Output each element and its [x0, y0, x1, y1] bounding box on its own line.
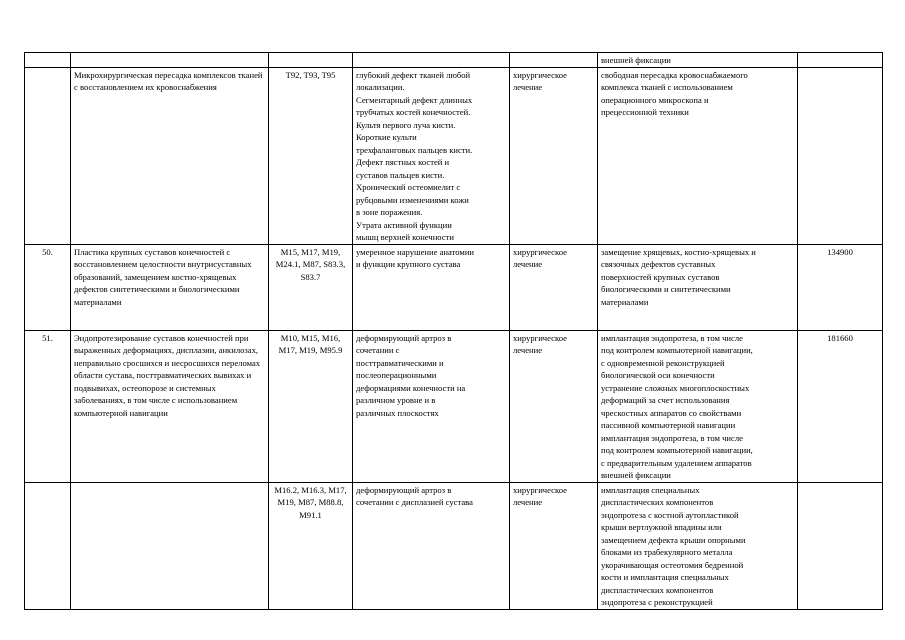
cost-cell [798, 67, 883, 244]
icd-codes-cell: M16.2, M16.3, M17, M19, M87, M88.8, M91.1 [269, 482, 353, 609]
cell-line: Культя первого луча кисти. [356, 119, 456, 130]
table-row [25, 244, 883, 330]
treatment-type-cell: хирургическое лечение [510, 330, 598, 482]
treatment-method-cell [598, 53, 798, 68]
cell-line: эндопротеза с реконструкцией [601, 597, 713, 607]
icd-codes-cell: M10, M15, M16, M17, M19, M95.9 [269, 330, 353, 482]
procedure-name-cell [71, 482, 269, 609]
cell-line: суставов пальцев кисти. [356, 169, 445, 180]
patient-model-cell [353, 482, 510, 609]
table-row [25, 53, 883, 68]
cell-line: свободная пересадка кровоснабжаемого [601, 69, 748, 80]
treatment-type-cell: хирургическое лечение [510, 482, 598, 609]
cell-line: Дефект пястных костей и [356, 157, 450, 167]
procedure-name-cell: Эндопротезирование суставов конечностей при выраженных деформациях, дисплазии, анкилозах, неправильно сросшихся и несросшихся переломах области сустава, посттравматических вывихах и подвывихах, остеопорозе и системных заболеваниях, в том числе с использованием компьютерной навигации [71, 330, 269, 482]
procedure-name-cell: Микрохирургическая пересадка комплексов тканей с восстановлением их кровоснабжения [71, 67, 269, 244]
procedure-name-cell: Пластика крупных суставов конечностей с восстановлением целостности внутрисуставных образований, замещением костно-хрящевых дефектов синтетическими и биологическими материалами [71, 244, 269, 330]
patient-model-cell [353, 67, 510, 244]
treatment-method-cell [598, 244, 798, 330]
cell-line: эндопротеза с костной аутопластикой [601, 509, 739, 520]
cell-line: Утрата активной функции [356, 219, 452, 230]
row-number-cell: 50. [25, 244, 71, 330]
cell-line: блоками из трабекулярного металла [601, 547, 733, 557]
cell-line: операционного микроскопа и [601, 94, 709, 105]
row-number-cell [25, 67, 71, 244]
cell-line: замещение хрящевых, костно-хрящевых и [601, 246, 756, 257]
cell-line: умеренное нарушение анатомии [356, 246, 475, 257]
cell-line: материалами [601, 296, 649, 307]
cell-line: локализации. [356, 82, 405, 92]
cell-line: деформирующий артроз в [356, 484, 452, 495]
treatment-method-cell [598, 482, 798, 609]
icd-codes-cell [269, 53, 353, 68]
cell-line: имплантация эндопротеза, в том числе [601, 332, 743, 343]
patient-model-cell [353, 53, 510, 68]
cell-line: комплекса тканей с использованием [601, 82, 733, 92]
table-row [25, 482, 883, 609]
icd-codes-cell: T92, T93, T95 [269, 67, 353, 244]
cell-line: поверхностей крупных суставов [601, 271, 720, 282]
cell-line: пассивной компьютерной навигации [601, 420, 736, 430]
patient-model-cell [353, 330, 510, 482]
cell-line: и функции крупного сустава [356, 259, 461, 269]
cell-line: различном уровне и в [356, 395, 436, 405]
cell-line: мышц верхней конечности [356, 232, 454, 242]
table-row [25, 330, 883, 482]
cell-line: диспластических компонентов [601, 497, 714, 507]
treatment-type-cell: хирургическое лечение [510, 67, 598, 244]
row-number-cell [25, 482, 71, 609]
cell-line: сочетании с дисплазией сустава [356, 497, 473, 507]
cell-line: укорачивающая остеотомия бедренной [601, 559, 744, 570]
cell-line: различных плоскостях [356, 407, 439, 418]
cell-line: с одновременной реконструкцией [601, 357, 725, 368]
cell-line: связочных дефектов суставных [601, 259, 716, 269]
cell-line: глубокий дефект тканей любой [356, 69, 471, 80]
cost-cell: 181660 [798, 330, 883, 482]
cell-line: деформаций за счет использования [601, 395, 730, 405]
cell-line: деформациями конечности на [356, 382, 466, 393]
cell-line: деформирующий артроз в [356, 332, 452, 343]
cost-cell [798, 53, 883, 68]
icd-codes-cell: M15, M17, M19, M24.1, M87, S83.3, S83.7 [269, 244, 353, 330]
treatment-type-cell: хирургическое лечение [510, 244, 598, 330]
cell-line: под контролем компьютерной навигации, [601, 345, 753, 355]
cell-line: под контролем компьютерной навигации, [601, 445, 753, 455]
cell-line: внешней фиксации [601, 470, 671, 480]
cell-line: внешней фиксации [601, 55, 671, 65]
cell-line: трубчатых костей конечностей. [356, 107, 471, 117]
cell-line: послеоперационными [356, 370, 437, 380]
cell-line: сочетании с [356, 345, 400, 355]
cell-line: посттравматическими и [356, 357, 444, 368]
treatment-method-cell [598, 67, 798, 244]
cell-line: имплантация специальных [601, 484, 700, 495]
procedure-name-cell [71, 53, 269, 68]
cost-cell [798, 482, 883, 609]
cell-line: рубцовыми изменениями кожи [356, 194, 469, 205]
cell-line: имплантация эндопротеза, в том числе [601, 432, 743, 443]
cell-line: Короткие культи [356, 132, 417, 142]
cell-line: с предварительным удалением аппаратов [601, 457, 752, 468]
cell-line: биологическими и синтетическими [601, 284, 731, 294]
cell-line: кости и имплантация специальных [601, 572, 729, 582]
row-number-cell [25, 53, 71, 68]
cell-line: крыши вертлужной впадины или [601, 522, 722, 532]
patient-model-cell [353, 244, 510, 330]
cell-line: диспластических компонентов [601, 584, 714, 595]
cell-line: прецессионной техники [601, 107, 689, 117]
treatment-type-cell [510, 53, 598, 68]
cell-line: чрескостных аппаратов со свойствами [601, 407, 742, 418]
cell-line: трехфаланговых пальцев кисти. [356, 144, 473, 155]
cell-line: замещением дефекта крыши опорными [601, 534, 746, 545]
cost-cell: 134900 [798, 244, 883, 330]
cell-line: биологической оси конечности [601, 370, 715, 380]
cell-line: устранение сложных многоплоскостных [601, 382, 750, 393]
table-row [25, 67, 883, 244]
row-number-cell: 51. [25, 330, 71, 482]
cell-line: в зоне поражения. [356, 207, 423, 217]
cell-line: Хронический остеомиелит с [356, 182, 461, 192]
medical-services-table [24, 52, 883, 610]
cell-line: Сегментарный дефект длинных [356, 94, 473, 105]
treatment-method-cell [598, 330, 798, 482]
